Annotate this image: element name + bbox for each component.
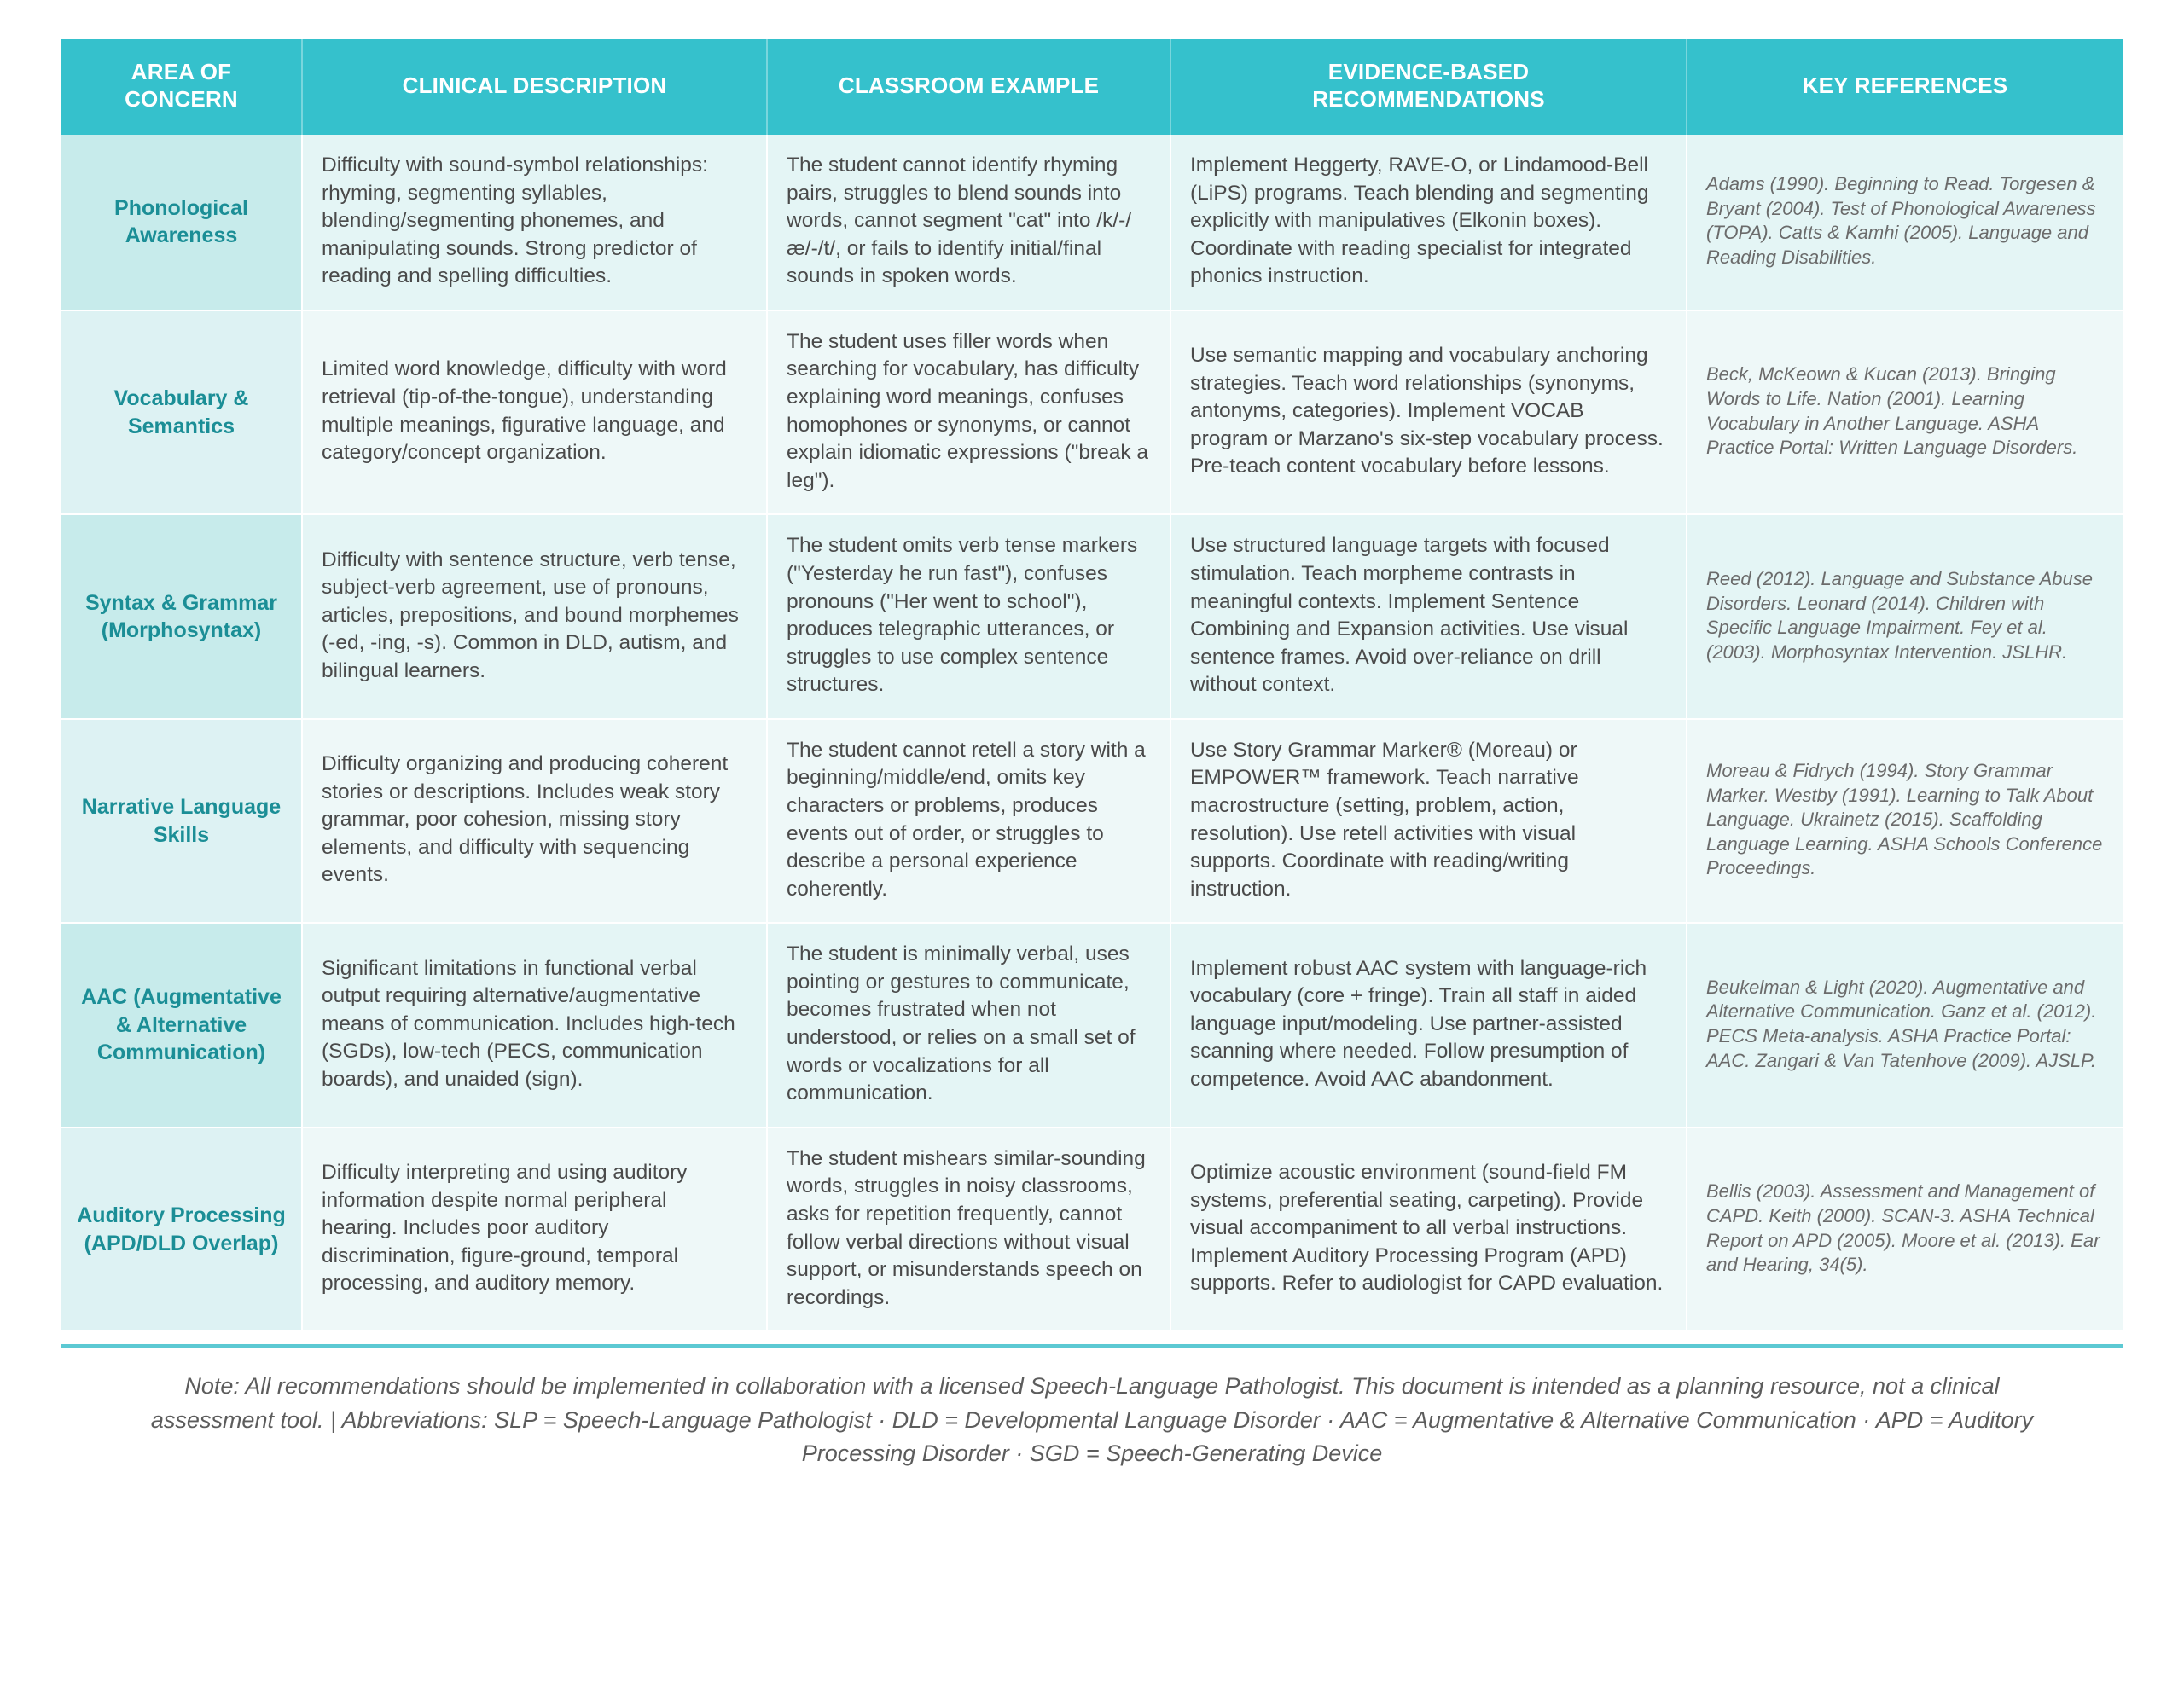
column-header-area-of-concern-line1: AREA OF — [131, 59, 232, 85]
column-header-recommendations-line2: RECOMMENDATIONS — [1312, 86, 1545, 112]
key-references-cell: Moreau & Fidrych (1994). Story Grammar Marker. Westby (1991). Learning to Talk About Language. Ukrainetz (2015). Scaffolding Language Learning. ASHA Schools Conference Proceedings. — [1687, 719, 2123, 923]
column-header-key-references: KEY REFERENCES — [1687, 39, 2123, 135]
area-of-concern-label: Auditory Processing (APD/DLD Overlap) — [61, 1128, 302, 1331]
clinical-description-cell: Difficulty interpreting and using auditory information despite normal peripheral hearing. Includes poor auditory discrimination, figure-ground, temporal processing, and auditory memory. — [302, 1128, 767, 1331]
column-header-clinical-description: CLINICAL DESCRIPTION — [302, 39, 767, 135]
classroom-example-cell: The student cannot retell a story with a beginning/middle/end, omits key characters or problems, produces events out of order, or struggles to describe a personal experience coherently. — [767, 719, 1170, 923]
key-references-cell: Beck, McKeown & Kucan (2013). Bringing Words to Life. Nation (2001). Learning Vocabulary in Another Language. ASHA Practice Portal: Written Language Disorders. — [1687, 310, 2123, 514]
table-row — [61, 310, 2123, 514]
column-header-area-of-concern — [61, 39, 302, 135]
key-references-cell: Reed (2012). Language and Substance Abuse Disorders. Leonard (2014). Children with Specific Language Impairment. Fey et al. (2003). Morphosyntax Intervention. JSLHR. — [1687, 514, 2123, 718]
column-header-classroom-example: CLASSROOM EXAMPLE — [767, 39, 1170, 135]
classroom-example-cell: The student cannot identify rhyming pairs, struggles to blend sounds into words, cannot segment "cat" into /k/-/æ/-/t/, or fails to identify initial/final sounds in spoken words. — [767, 135, 1170, 310]
classroom-example-cell: The student uses filler words when searching for vocabulary, has difficulty explaining word meanings, confuses homophones or synonyms, or cannot explain idiomatic expressions ("break a leg"). — [767, 310, 1170, 514]
recommendations-cell: Implement robust AAC system with language-rich vocabulary (core + fringe). Train all staff in aided language input/modeling. Use partner-assisted scanning where needed. Follow presumption of competence. Avoid AAC abandonment. — [1170, 923, 1687, 1127]
classroom-example-cell: The student mishears similar-sounding words, struggles in noisy classrooms, asks for repetition frequently, cannot follow verbal directions without visual support, or misunderstands speech on recordings. — [767, 1128, 1170, 1331]
column-header-area-of-concern-line2: CONCERN — [125, 86, 238, 112]
areas-of-concern-table — [61, 39, 2123, 1332]
area-of-concern-label: Vocabulary & Semantics — [61, 310, 302, 514]
table-row — [61, 923, 2123, 1127]
recommendations-cell: Implement Heggerty, RAVE-O, or Lindamood-Bell (LiPS) programs. Teach blending and segmenting explicitly with manipulatives (Elkonin boxes). Coordinate with reading specialist for integrated phonics instruction. — [1170, 135, 1687, 310]
area-of-concern-label: Narrative Language Skills — [61, 719, 302, 923]
header-row — [61, 39, 2123, 135]
key-references-cell: Bellis (2003). Assessment and Management of CAPD. Keith (2000). SCAN-3. ASHA Technical Report on APD (2005). Moore et al. (2013). Ear and Hearing, 34(5). — [1687, 1128, 2123, 1331]
table-header — [61, 39, 2123, 135]
area-of-concern-label: Syntax & Grammar (Morphosyntax) — [61, 514, 302, 718]
column-header-recommendations-line1: EVIDENCE-BASED — [1327, 59, 1530, 85]
clinical-description-cell: Significant limitations in functional verbal output requiring alternative/augmentative means of communication. Includes high-tech (SGDs), low-tech (PECS, communication boards), and unaided (sign). — [302, 923, 767, 1127]
clinical-description-cell: Limited word knowledge, difficulty with word retrieval (tip-of-the-tongue), understanding multiple meanings, figurative language, and category/concept organization. — [302, 310, 767, 514]
table-row — [61, 719, 2123, 923]
table-row — [61, 514, 2123, 718]
table-row — [61, 135, 2123, 310]
clinical-description-cell: Difficulty organizing and producing coherent stories or descriptions. Includes weak story grammar, poor cohesion, missing story elements, and difficulty with sequencing events. — [302, 719, 767, 923]
recommendations-cell: Optimize acoustic environment (sound-field FM systems, preferential seating, carpeting). Provide visual accompaniment to all verbal instructions. Implement Auditory Processing Program (APD) supports. Refer to audiologist for CAPD evaluation. — [1170, 1128, 1687, 1331]
clinical-description-cell: Difficulty with sound-symbol relationships: rhyming, segmenting syllables, blending/segmenting phonemes, and manipulating sounds. Strong predictor of reading and spelling difficulties. — [302, 135, 767, 310]
recommendations-cell: Use semantic mapping and vocabulary anchoring strategies. Teach word relationships (synonyms, antonyms, categories). Implement VOCAB program or Marzano's six-step vocabulary process. Pre-teach content vocabulary before lessons. — [1170, 310, 1687, 514]
classroom-example-cell: The student omits verb tense markers ("Yesterday he run fast"), confuses pronouns ("Her went to school"), produces telegraphic utterances, or struggles to use complex sentence structures. — [767, 514, 1170, 718]
area-of-concern-label: AAC (Augmentative & Alternative Communication) — [61, 923, 302, 1127]
classroom-example-cell: The student is minimally verbal, uses pointing or gestures to communicate, becomes frustrated when not understood, or relies on a small set of words or vocalizations for all communication. — [767, 923, 1170, 1127]
clinical-description-cell: Difficulty with sentence structure, verb tense, subject-verb agreement, use of pronouns, articles, prepositions, and bound morphemes (-ed, -ing, -s). Common in DLD, autism, and bilingual learners. — [302, 514, 767, 718]
column-header-evidence-based-recommendations — [1170, 39, 1687, 135]
area-of-concern-label: Phonological Awareness — [61, 135, 302, 310]
table-body — [61, 135, 2123, 1331]
footer — [61, 1344, 2123, 1470]
key-references-cell: Adams (1990). Beginning to Read. Torgesen & Bryant (2004). Test of Phonological Awareness (TOPA). Catts & Kamhi (2005). Language and Reading Disabilities. — [1687, 135, 2123, 310]
recommendations-cell: Use structured language targets with focused stimulation. Teach morpheme contrasts in meaningful contexts. Implement Sentence Combining and Expansion activities. Use visual sentence frames. Avoid over-reliance on drill without context. — [1170, 514, 1687, 718]
recommendations-cell: Use Story Grammar Marker® (Moreau) or EMPOWER™ framework. Teach narrative macrostructure (setting, problem, action, resolution). Use retell activities with visual supports. Coordinate with reading/writing instruction. — [1170, 719, 1687, 923]
footer-note: Note: All recommendations should be implemented in collaboration with a licensed Speech-Language Pathologist. This document is intended as a planning resource, not a clinical assessment tool. | Abbreviations: SLP = Speech-Language Pathologist · DLD = Developmental Language Disorder · AAC = Augmentative & Alternative Communication · APD = Auditory Processing Disorder · SGD = Speech-Generating Device — [150, 1373, 2034, 1467]
table-row — [61, 1128, 2123, 1331]
key-references-cell: Beukelman & Light (2020). Augmentative and Alternative Communication. Ganz et al. (2012). PECS Meta-analysis. ASHA Practice Portal: AAC. Zangari & Van Tatenhove (2009). AJSLP. — [1687, 923, 2123, 1127]
